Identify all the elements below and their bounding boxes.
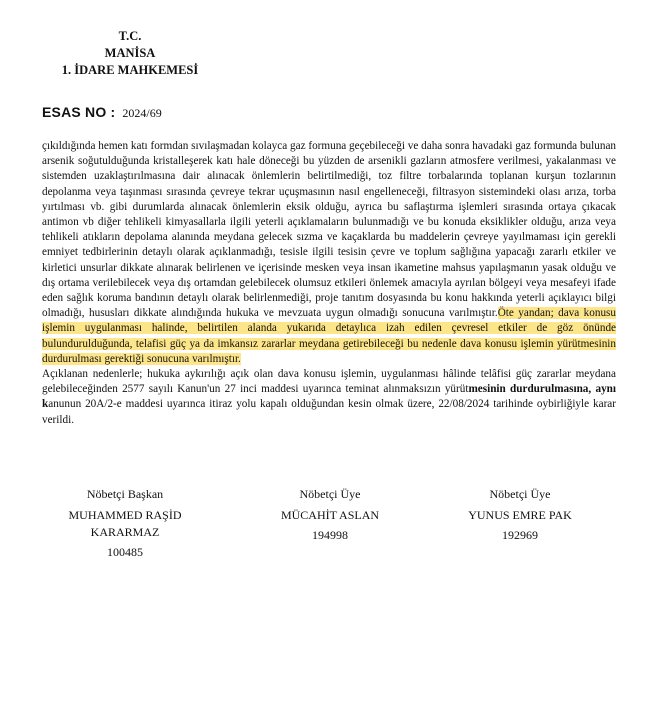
signature-name: MUHAMMED RAŞİD KARARMAZ bbox=[68, 508, 182, 539]
case-number-label: ESAS NO : bbox=[42, 104, 116, 120]
signature-member-1 bbox=[255, 486, 405, 544]
decision-paragraph-1 bbox=[42, 139, 616, 367]
case-number-value: 2024/69 bbox=[122, 106, 162, 120]
header-tc: T.C. bbox=[118, 29, 142, 43]
signature-title: Nöbetçi Üye bbox=[299, 487, 361, 501]
case-number bbox=[42, 104, 162, 121]
signature-number: 192969 bbox=[502, 528, 538, 542]
signature-president bbox=[50, 486, 200, 561]
signature-member-2 bbox=[440, 486, 600, 544]
signature-title: Nöbetçi Başkan bbox=[86, 487, 164, 501]
verdict-bold-text: mesinin durdurulmasına, aynı k bbox=[42, 383, 616, 411]
signature-number: 100485 bbox=[107, 545, 143, 559]
signature-name: YUNUS EMRE PAK bbox=[468, 508, 572, 522]
reasoning-text: çıkıldığında hemen katı formdan sıvılaşmadan kolayca gaz formuna geçebileceği ve daha sonra havadaki gaz formunda bulunan arsenik soğutulduğunda kristalleşerek katı hale döneceği bu yüzden de arsenikli gazların atmosfere verilmesi, yakalanması ve sistemden uzaklaştırılmasına dair alınacak önlemlerin belirtilmediği, toz filtre torbalarında toplanan kurşun tozlarının depolanma veya taşınması sırasında çevreye tekrar uçuşmasının nasıl engelleneceği, filtrasyon sistemindeki olası arıza, torba yırtılması vb. gibi durumlarda alınacak önlemlerin eksik olduğu, ayrıca bu saflaştırma işlemleri sırasında ortaya çıkacak antimon vb diğer tehlikeli kimyasallarla ilgili yeterli açıklamaların bulunmadığı ve bu konuda eksiklikler olduğu, arıza veya tehlikeli atıkların depolama alanında meydana gelecek sızma ve kaçaklarda bu maddelerin çevreye yayılmaması için gerekli emniyet tedbirlerinin detaylı olarak açıklanmadığı, tesisle ilgili tesisin çevre ve toplum sağlığına yapacağı zararlı etkiler ve kirletici unsurlar dikkate alınarak belirlenen ve içerisinde mesken veya insan ikametine mahsus yapılaşmanın yasak olduğu ve dış ortama verilebilecek veya dış ortamdan gelebilecek olumsuz etkileri önlemek amacıyla ayrılan bölgeyi veya mesafeyi ifade eden sağlık koruma bandının detaylı olarak belirlenmediği, proje tanıtım dosyasında bu konu hakkında yeterli açıklayıcı bilgi olmadığı, hususları dikkate alındığında hukuka ve mevzuata uygun olmadığı sonucuna varılmıştır. bbox=[42, 140, 616, 320]
signature-title: Nöbetçi Üye bbox=[489, 487, 551, 501]
header-court-name: 1. İDARE MAHKEMESİ bbox=[61, 63, 199, 77]
verdict-text-b: anunun 20A/2-e maddesi uyarınca itiraz yolu kapalı olduğundan kesin olmak üzere, 22/08/2024 tarihinde oybirliğiyle karar verildi. bbox=[42, 398, 616, 426]
decision-paragraph-2 bbox=[42, 367, 616, 428]
signature-number: 194998 bbox=[312, 528, 348, 542]
decision-body bbox=[42, 139, 616, 428]
verdict-text-a: Açıklanan nedenlerle; hukuka aykırılığı açık olan dava konusu işlemin, uygulanması hâlinde telâfisi güç zararlar meydana gelebileceğinden 2577 sayılı Kanun'un 27 inci maddesi uyarınca teminat alınmaksızın yürüt bbox=[42, 368, 616, 396]
header-city: MANİSA bbox=[104, 46, 156, 60]
signature-name: MÜCAHİT ASLAN bbox=[280, 508, 380, 522]
highlighted-text: Öte yandan; dava konusu işlemin uygulanması halinde, belirtilen alanda yukarıda detaylıca izah edilen çevresel etkiler de göz önünde bulundurulduğunda, telafisi güç ya da imkansız zararlar meydana getirebileceği bu nedenle dava konusu işlemin yürütmesinin durdurulması gerektiği sonucuna varılmıştır. bbox=[42, 307, 616, 365]
court-header bbox=[40, 28, 220, 79]
